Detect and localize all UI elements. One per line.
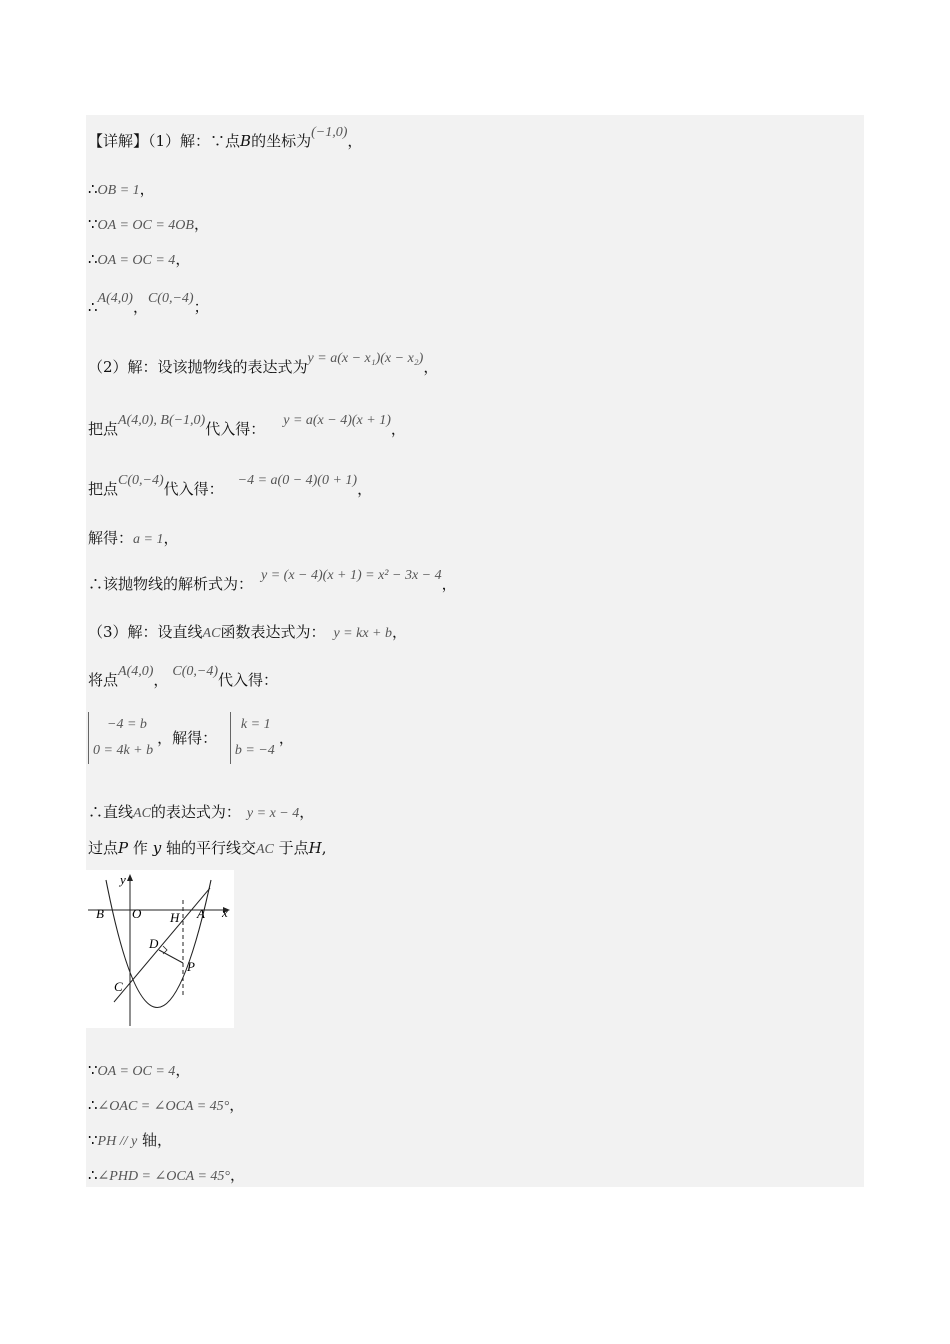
line-4: [88, 249, 190, 271]
text: ，: [390, 420, 406, 438]
point-label-d: D: [149, 936, 159, 951]
text: ，: [229, 1096, 245, 1114]
text: ，: [392, 623, 408, 641]
line-2: [88, 179, 155, 201]
text: ∵: [88, 215, 98, 233]
math: C(0,−4): [147, 291, 194, 306]
line-15: [88, 838, 327, 860]
line-6: [88, 351, 439, 379]
math: y = (x − 4)(x + 1) = x² − 3x − 4: [261, 568, 442, 583]
text: B: [240, 132, 252, 150]
equation-system-2: [230, 712, 275, 764]
line-19: [88, 1165, 245, 1187]
text: ，: [299, 803, 315, 821]
math: C(0,−4): [118, 473, 164, 488]
text: ∴: [88, 180, 98, 198]
text: 代入得：: [163, 480, 224, 498]
math: k = 1: [240, 717, 271, 732]
text: 轴，: [141, 1131, 172, 1149]
equation-system-1: [88, 712, 153, 764]
text: ∴: [88, 298, 98, 316]
text: 将点: [88, 671, 119, 689]
math: y = kx + b: [333, 626, 392, 641]
x-axis-label: x: [222, 905, 228, 920]
text: ，: [230, 1166, 246, 1184]
text: 轴的平行线交: [165, 839, 256, 857]
math: ∠OAC = ∠OCA = 45°: [97, 1099, 230, 1114]
point-label-h: H: [170, 910, 180, 925]
math: AC: [255, 842, 274, 857]
text: 作: [132, 839, 148, 857]
text: ，: [132, 298, 148, 316]
line-18: [88, 1130, 172, 1152]
math: OA = OC = 4: [97, 253, 176, 268]
point-label-c: C: [114, 979, 123, 994]
text: （2）解：设该抛物线的表达式为: [88, 358, 308, 376]
text: ，: [441, 575, 457, 593]
math: OB = 1: [97, 183, 140, 198]
text: ，: [153, 671, 169, 689]
text: ∵: [88, 1061, 98, 1079]
text: ,: [321, 839, 327, 857]
text: y: [152, 839, 162, 857]
math: AC: [133, 806, 151, 821]
text: 于点: [278, 839, 309, 857]
text: 把点: [88, 480, 119, 498]
text: ，解得：: [157, 729, 218, 747]
text: ∴: [88, 1166, 98, 1184]
y-axis-label: y: [120, 872, 126, 887]
point-label-b: B: [96, 906, 104, 921]
line-9: [88, 528, 178, 550]
text: ，: [347, 132, 363, 150]
text: P: [118, 839, 129, 857]
math: OA = OC = 4: [97, 1064, 176, 1079]
math: ∠PHD = ∠OCA = 45°: [97, 1169, 231, 1184]
math: −4 = b: [107, 717, 147, 732]
text: 把点: [88, 420, 119, 438]
text: 代入得：: [218, 671, 279, 689]
text: ∴: [88, 250, 98, 268]
text: ∴直线: [88, 803, 134, 821]
line-14: [88, 802, 314, 824]
text: ，: [163, 529, 179, 547]
text: 【详解】（1）解：∵点: [88, 132, 241, 150]
text: 的坐标为: [251, 132, 312, 150]
point-label-a: A: [197, 906, 205, 921]
text: ，: [357, 480, 373, 498]
text: ，: [278, 729, 294, 747]
parabola-figure: [86, 870, 234, 1028]
text: ；: [193, 298, 209, 316]
line-16: [88, 1060, 190, 1082]
line-11: [88, 622, 407, 644]
line-17: [88, 1095, 244, 1117]
math: A(4,0): [97, 291, 133, 306]
text: 函数表达式为：: [220, 623, 326, 641]
point-label-o: O: [132, 906, 142, 921]
math: PH // y: [97, 1134, 138, 1149]
line-7: [88, 413, 406, 441]
line-10: [88, 568, 457, 596]
math: y = a(x − 4)(x + 1): [283, 413, 391, 428]
math: (−1,0): [311, 125, 348, 140]
math: 0 = 4k + b: [93, 743, 154, 758]
math: AC: [202, 626, 221, 641]
text: 解得：: [88, 529, 134, 547]
math: b = −4: [234, 743, 275, 758]
text: 过点: [88, 839, 119, 857]
text: 的表达式为：: [150, 803, 241, 821]
math: y = x − 4: [246, 806, 300, 821]
text: ∵: [88, 1131, 98, 1149]
math: A(4,0), B(−1,0): [118, 413, 206, 428]
math: OA = OC = 4OB: [97, 218, 194, 233]
line-13-system: [88, 712, 294, 764]
text: ∴: [88, 1096, 98, 1114]
text: ，: [423, 358, 439, 376]
text: ，: [139, 180, 155, 198]
line-1: [88, 125, 363, 153]
math: a = 1: [133, 532, 164, 547]
text: H: [308, 839, 322, 857]
text: ，: [175, 250, 191, 268]
text: 代入得：: [205, 420, 266, 438]
math: A(4,0): [118, 664, 154, 679]
text: ∴该抛物线的解析式为：: [88, 575, 254, 593]
math: −4 = a(0 − 4)(0 + 1): [237, 473, 358, 488]
line-3: [88, 214, 209, 236]
math: y = a(x − x₁)(x − x₂): [307, 351, 424, 366]
text: （3）解：设直线: [88, 623, 203, 641]
line-5: [88, 291, 209, 319]
parabola-diagram: [86, 870, 234, 1028]
line-8: [88, 473, 373, 501]
line-12: [88, 664, 279, 692]
point-label-p: P: [187, 959, 195, 974]
text: ，: [193, 215, 209, 233]
math: C(0,−4): [172, 664, 219, 679]
text: ，: [175, 1061, 191, 1079]
